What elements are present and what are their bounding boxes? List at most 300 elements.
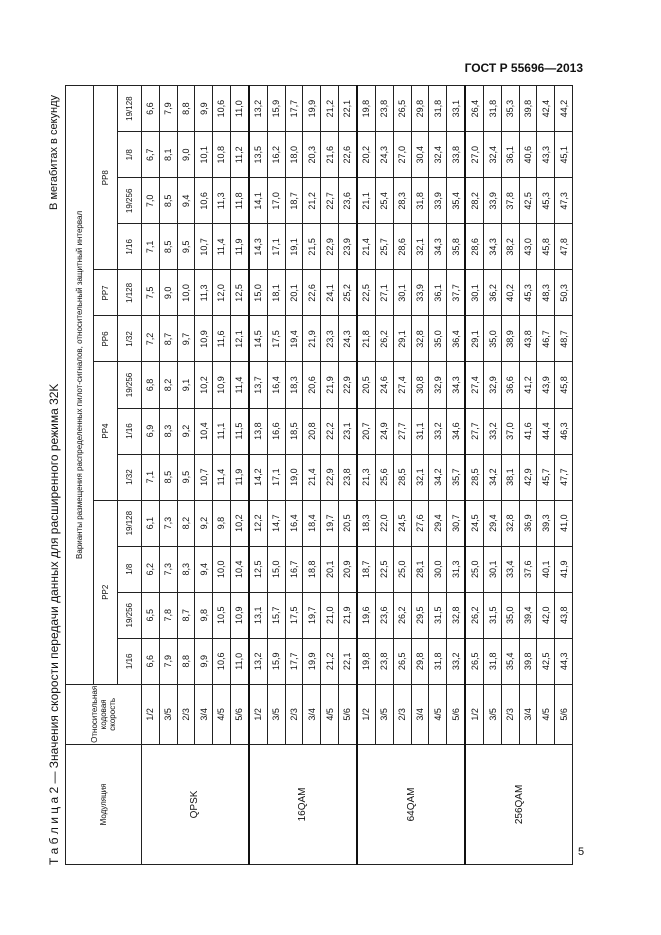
value-cell: 6,5	[142, 592, 160, 638]
value-cell: 39,3	[537, 500, 555, 546]
value-cell: 8,3	[159, 408, 177, 454]
value-cell: 18,3	[357, 500, 376, 546]
value-cell: 19,7	[303, 592, 321, 638]
value-cell: 11,0	[230, 86, 249, 132]
modulation-cell: 64QAM	[357, 744, 465, 864]
value-cell: 21,1	[357, 178, 376, 224]
value-cell: 8,3	[177, 546, 195, 592]
value-cell: 20,1	[321, 546, 339, 592]
code-rate-header: Относительная кодовая скорость	[66, 684, 142, 744]
value-cell: 21,5	[303, 224, 321, 270]
value-cell: 7,9	[159, 638, 177, 684]
value-cell: 9,2	[177, 408, 195, 454]
value-cell: 41,6	[519, 408, 537, 454]
code-rate-cell: 2/3	[393, 684, 411, 744]
value-cell: 29,8	[411, 638, 429, 684]
value-cell: 13,2	[249, 638, 268, 684]
value-cell: 11,1	[213, 408, 231, 454]
value-cell: 13,1	[249, 592, 268, 638]
value-cell: 38,9	[501, 316, 519, 362]
value-cell: 35,4	[447, 178, 466, 224]
value-cell: 9,7	[177, 316, 195, 362]
value-cell: 11,8	[230, 178, 249, 224]
value-cell: 14,1	[249, 178, 268, 224]
value-cell: 10,1	[195, 132, 213, 178]
value-cell: 33,9	[484, 178, 502, 224]
value-cell: 10,8	[213, 132, 231, 178]
value-cell: 32,4	[429, 132, 447, 178]
data-rate-table	[65, 85, 573, 865]
value-cell: 6,6	[142, 638, 160, 684]
value-cell: 44,2	[555, 86, 573, 132]
standard-header: ГОСТ Р 55696—2013	[464, 61, 583, 75]
value-cell: 9,0	[159, 270, 177, 316]
value-cell: 35,8	[447, 224, 466, 270]
code-rate-cell: 3/4	[303, 684, 321, 744]
value-cell: 6,2	[142, 546, 160, 592]
value-cell: 35,4	[501, 638, 519, 684]
value-cell: 45,8	[555, 362, 573, 408]
table-caption: Т а б л и ц а 2 — Значения скорости передачи данных для расширенного режима 32K	[47, 383, 61, 865]
value-cell: 9,4	[195, 546, 213, 592]
interval-header: 1/128	[118, 270, 142, 316]
value-cell: 10,6	[213, 638, 231, 684]
value-cell: 29,4	[484, 500, 502, 546]
table-row	[249, 86, 268, 865]
value-cell: 40,1	[537, 546, 555, 592]
value-cell: 38,2	[501, 224, 519, 270]
units-note: В мегабитах в секунду	[48, 95, 60, 210]
value-cell: 45,7	[537, 454, 555, 500]
value-cell: 10,2	[230, 500, 249, 546]
value-cell: 42,5	[537, 638, 555, 684]
code-rate-cell: 5/6	[338, 684, 357, 744]
value-cell: 9,8	[195, 592, 213, 638]
modulation-cell: QPSK	[142, 744, 249, 864]
table-row	[357, 86, 376, 865]
value-cell: 22,6	[338, 132, 357, 178]
value-cell: 45,3	[519, 270, 537, 316]
value-cell: 12,5	[230, 270, 249, 316]
value-cell: 34,2	[429, 454, 447, 500]
rotated-page-content	[43, 85, 573, 865]
value-cell: 10,5	[213, 592, 231, 638]
value-cell: 10,4	[230, 546, 249, 592]
value-cell: 21,4	[357, 224, 376, 270]
value-cell: 21,9	[321, 362, 339, 408]
modulation-header: Модуляция	[66, 744, 142, 864]
value-cell: 14,2	[249, 454, 268, 500]
value-cell: 32,9	[429, 362, 447, 408]
value-cell: 47,8	[555, 224, 573, 270]
value-cell: 24,5	[465, 500, 484, 546]
value-cell: 36,4	[447, 316, 466, 362]
value-cell: 18,0	[285, 132, 303, 178]
value-cell: 27,0	[393, 132, 411, 178]
value-cell: 32,8	[447, 592, 466, 638]
value-cell: 19,8	[357, 638, 376, 684]
value-cell: 31,1	[411, 408, 429, 454]
value-cell: 37,8	[501, 178, 519, 224]
value-cell: 48,7	[555, 316, 573, 362]
value-cell: 31,3	[447, 546, 466, 592]
value-cell: 28,3	[393, 178, 411, 224]
value-cell: 11,4	[213, 224, 231, 270]
value-cell: 24,5	[393, 500, 411, 546]
value-cell: 23,6	[376, 592, 394, 638]
code-rate-cell: 2/3	[177, 684, 195, 744]
value-cell: 9,1	[177, 362, 195, 408]
value-cell: 6,8	[142, 362, 160, 408]
code-rate-cell: 1/2	[465, 684, 484, 744]
value-cell: 30,4	[411, 132, 429, 178]
value-cell: 30,7	[447, 500, 466, 546]
value-cell: 34,2	[484, 454, 502, 500]
value-cell: 20,7	[357, 408, 376, 454]
value-cell: 20,1	[285, 270, 303, 316]
value-cell: 11,3	[195, 270, 213, 316]
code-rate-cell: 1/2	[357, 684, 376, 744]
value-cell: 28,2	[465, 178, 484, 224]
value-cell: 40,6	[519, 132, 537, 178]
value-cell: 8,2	[177, 500, 195, 546]
value-cell: 16,4	[285, 500, 303, 546]
value-cell: 37,0	[501, 408, 519, 454]
value-cell: 24,1	[321, 270, 339, 316]
value-cell: 9,4	[177, 178, 195, 224]
value-cell: 17,1	[267, 454, 285, 500]
value-cell: 27,0	[465, 132, 484, 178]
value-cell: 48,3	[537, 270, 555, 316]
value-cell: 28,1	[411, 546, 429, 592]
value-cell: 22,7	[321, 178, 339, 224]
value-cell: 14,3	[249, 224, 268, 270]
interval-header: 1/32	[118, 454, 142, 500]
value-cell: 10,4	[195, 408, 213, 454]
value-cell: 36,1	[429, 270, 447, 316]
value-cell: 8,8	[177, 638, 195, 684]
value-cell: 11,5	[230, 408, 249, 454]
value-cell: 10,6	[195, 178, 213, 224]
code-rate-cell: 2/3	[285, 684, 303, 744]
value-cell: 30,0	[429, 546, 447, 592]
value-cell: 39,8	[519, 638, 537, 684]
group-header: PP4	[94, 362, 118, 500]
value-cell: 10,7	[195, 224, 213, 270]
value-cell: 10,7	[195, 454, 213, 500]
value-cell: 23,6	[338, 178, 357, 224]
value-cell: 25,0	[465, 546, 484, 592]
page-number: 5	[578, 846, 585, 858]
value-cell: 22,1	[338, 638, 357, 684]
value-cell: 26,5	[465, 638, 484, 684]
value-cell: 30,8	[411, 362, 429, 408]
value-cell: 12,2	[249, 500, 268, 546]
value-cell: 31,8	[429, 86, 447, 132]
value-cell: 42,0	[537, 592, 555, 638]
value-cell: 8,5	[159, 224, 177, 270]
value-cell: 23,9	[338, 224, 357, 270]
value-cell: 12,0	[213, 270, 231, 316]
value-cell: 19,0	[285, 454, 303, 500]
value-cell: 32,8	[411, 316, 429, 362]
value-cell: 27,6	[411, 500, 429, 546]
value-cell: 21,0	[321, 592, 339, 638]
value-cell: 9,9	[195, 86, 213, 132]
value-cell: 20,9	[338, 546, 357, 592]
value-cell: 8,1	[159, 132, 177, 178]
value-cell: 20,5	[357, 362, 376, 408]
value-cell: 11,4	[213, 454, 231, 500]
value-cell: 32,1	[411, 224, 429, 270]
value-cell: 22,6	[303, 270, 321, 316]
value-cell: 35,3	[501, 86, 519, 132]
value-cell: 18,7	[357, 546, 376, 592]
value-cell: 44,3	[555, 638, 573, 684]
value-cell: 34,3	[447, 362, 466, 408]
value-cell: 8,5	[159, 454, 177, 500]
value-cell: 10,9	[195, 316, 213, 362]
value-cell: 20,5	[338, 500, 357, 546]
value-cell: 10,0	[177, 270, 195, 316]
value-cell: 22,2	[321, 408, 339, 454]
value-cell: 41,9	[555, 546, 573, 592]
value-cell: 7,0	[142, 178, 160, 224]
value-cell: 23,1	[338, 408, 357, 454]
interval-header: 19/256	[118, 178, 142, 224]
value-cell: 7,3	[159, 546, 177, 592]
value-cell: 27,1	[376, 270, 394, 316]
value-cell: 15,9	[267, 638, 285, 684]
modulation-cell: 256QAM	[465, 744, 572, 864]
value-cell: 22,9	[338, 362, 357, 408]
code-rate-cell: 4/5	[213, 684, 231, 744]
table-row	[142, 86, 160, 865]
value-cell: 25,2	[338, 270, 357, 316]
value-cell: 28,5	[393, 454, 411, 500]
value-cell: 42,9	[519, 454, 537, 500]
value-cell: 31,8	[484, 86, 502, 132]
code-rate-cell: 4/5	[537, 684, 555, 744]
value-cell: 27,4	[393, 362, 411, 408]
value-cell: 10,2	[195, 362, 213, 408]
value-cell: 8,8	[177, 86, 195, 132]
value-cell: 12,1	[230, 316, 249, 362]
group-header: PP2	[94, 500, 118, 684]
code-rate-cell: 5/6	[555, 684, 573, 744]
value-cell: 40,2	[501, 270, 519, 316]
value-cell: 7,8	[159, 592, 177, 638]
value-cell: 16,2	[267, 132, 285, 178]
value-cell: 38,1	[501, 454, 519, 500]
value-cell: 50,3	[555, 270, 573, 316]
value-cell: 8,7	[159, 316, 177, 362]
value-cell: 8,5	[159, 178, 177, 224]
value-cell: 32,8	[501, 500, 519, 546]
value-cell: 19,4	[285, 316, 303, 362]
value-cell: 25,6	[376, 454, 394, 500]
code-rate-cell: 1/2	[249, 684, 268, 744]
value-cell: 7,1	[142, 454, 160, 500]
value-cell: 11,6	[213, 316, 231, 362]
value-cell: 6,6	[142, 86, 160, 132]
value-cell: 23,8	[338, 454, 357, 500]
value-cell: 17,5	[285, 592, 303, 638]
value-cell: 33,2	[447, 638, 466, 684]
value-cell: 27,7	[393, 408, 411, 454]
group-header: PP6	[94, 316, 118, 362]
value-cell: 33,1	[447, 86, 466, 132]
value-cell: 7,5	[142, 270, 160, 316]
value-cell: 11,3	[213, 178, 231, 224]
interval-header: 1/8	[118, 546, 142, 592]
value-cell: 16,4	[267, 362, 285, 408]
value-cell: 11,0	[230, 638, 249, 684]
value-cell: 43,9	[537, 362, 555, 408]
value-cell: 33,2	[484, 408, 502, 454]
value-cell: 21,2	[303, 178, 321, 224]
value-cell: 20,2	[357, 132, 376, 178]
value-cell: 7,1	[142, 224, 160, 270]
code-rate-cell: 4/5	[429, 684, 447, 744]
code-rate-cell: 5/6	[447, 684, 466, 744]
value-cell: 33,4	[501, 546, 519, 592]
value-cell: 20,8	[303, 408, 321, 454]
value-cell: 26,2	[465, 592, 484, 638]
value-cell: 47,7	[555, 454, 573, 500]
value-cell: 39,4	[519, 592, 537, 638]
code-rate-cell: 3/4	[195, 684, 213, 744]
value-cell: 47,3	[555, 178, 573, 224]
value-cell: 9,5	[177, 454, 195, 500]
value-cell: 43,3	[537, 132, 555, 178]
value-cell: 28,6	[465, 224, 484, 270]
value-cell: 35,0	[501, 592, 519, 638]
value-cell: 30,1	[393, 270, 411, 316]
interval-header: 1/16	[118, 408, 142, 454]
value-cell: 34,3	[484, 224, 502, 270]
value-cell: 37,6	[519, 546, 537, 592]
value-cell: 21,4	[303, 454, 321, 500]
value-cell: 29,4	[429, 500, 447, 546]
value-cell: 21,8	[357, 316, 376, 362]
value-cell: 19,7	[321, 500, 339, 546]
value-cell: 17,7	[285, 638, 303, 684]
value-cell: 36,9	[519, 500, 537, 546]
value-cell: 11,4	[230, 362, 249, 408]
value-cell: 39,8	[519, 86, 537, 132]
value-cell: 9,2	[195, 500, 213, 546]
value-cell: 29,5	[411, 592, 429, 638]
value-cell: 22,1	[338, 86, 357, 132]
value-cell: 18,1	[267, 270, 285, 316]
value-cell: 7,2	[142, 316, 160, 362]
value-cell: 33,9	[411, 270, 429, 316]
value-cell: 8,2	[159, 362, 177, 408]
code-rate-cell: 3/5	[376, 684, 394, 744]
value-cell: 35,0	[429, 316, 447, 362]
value-cell: 11,9	[230, 454, 249, 500]
value-cell: 45,3	[537, 178, 555, 224]
code-rate-cell: 3/5	[159, 684, 177, 744]
value-cell: 22,5	[376, 546, 394, 592]
group-header: PP7	[94, 270, 118, 316]
value-cell: 17,7	[285, 86, 303, 132]
value-cell: 37,7	[447, 270, 466, 316]
value-cell: 26,5	[393, 638, 411, 684]
value-cell: 18,7	[285, 178, 303, 224]
value-cell: 16,6	[267, 408, 285, 454]
value-cell: 24,6	[376, 362, 394, 408]
value-cell: 19,8	[357, 86, 376, 132]
value-cell: 22,9	[321, 224, 339, 270]
value-cell: 25,4	[376, 178, 394, 224]
value-cell: 31,5	[429, 592, 447, 638]
value-cell: 26,5	[393, 86, 411, 132]
value-cell: 19,1	[285, 224, 303, 270]
value-cell: 23,3	[321, 316, 339, 362]
value-cell: 13,7	[249, 362, 268, 408]
value-cell: 12,5	[249, 546, 268, 592]
interval-header: 19/128	[118, 86, 142, 132]
value-cell: 19,9	[303, 638, 321, 684]
value-cell: 21,3	[357, 454, 376, 500]
code-rate-cell: 3/5	[484, 684, 502, 744]
value-cell: 15,7	[267, 592, 285, 638]
value-cell: 13,2	[249, 86, 268, 132]
value-cell: 32,1	[411, 454, 429, 500]
table-row	[465, 86, 484, 865]
value-cell: 18,5	[285, 408, 303, 454]
value-cell: 18,4	[303, 500, 321, 546]
value-cell: 32,9	[484, 362, 502, 408]
interval-header: 19/256	[118, 592, 142, 638]
value-cell: 29,8	[411, 86, 429, 132]
value-cell: 34,3	[429, 224, 447, 270]
value-cell: 9,5	[177, 224, 195, 270]
value-cell: 24,3	[376, 132, 394, 178]
value-cell: 33,9	[429, 178, 447, 224]
value-cell: 9,8	[213, 500, 231, 546]
value-cell: 34,6	[447, 408, 466, 454]
code-rate-cell: 1/2	[142, 684, 160, 744]
value-cell: 29,1	[465, 316, 484, 362]
value-cell: 6,9	[142, 408, 160, 454]
value-cell: 21,6	[321, 132, 339, 178]
value-cell: 36,6	[501, 362, 519, 408]
value-cell: 21,9	[338, 592, 357, 638]
value-cell: 9,9	[195, 638, 213, 684]
code-rate-cell: 3/5	[267, 684, 285, 744]
value-cell: 42,5	[519, 178, 537, 224]
interval-header: 1/16	[118, 224, 142, 270]
value-cell: 44,4	[537, 408, 555, 454]
interval-header: 1/8	[118, 132, 142, 178]
value-cell: 36,2	[484, 270, 502, 316]
value-cell: 23,8	[376, 86, 394, 132]
value-cell: 8,7	[177, 592, 195, 638]
value-cell: 22,9	[321, 454, 339, 500]
value-cell: 14,7	[267, 500, 285, 546]
value-cell: 15,0	[249, 270, 268, 316]
value-cell: 10,9	[230, 592, 249, 638]
value-cell: 18,8	[303, 546, 321, 592]
code-rate-cell: 3/4	[411, 684, 429, 744]
value-cell: 45,1	[555, 132, 573, 178]
value-cell: 17,0	[267, 178, 285, 224]
value-cell: 9,0	[177, 132, 195, 178]
value-cell: 21,2	[321, 86, 339, 132]
